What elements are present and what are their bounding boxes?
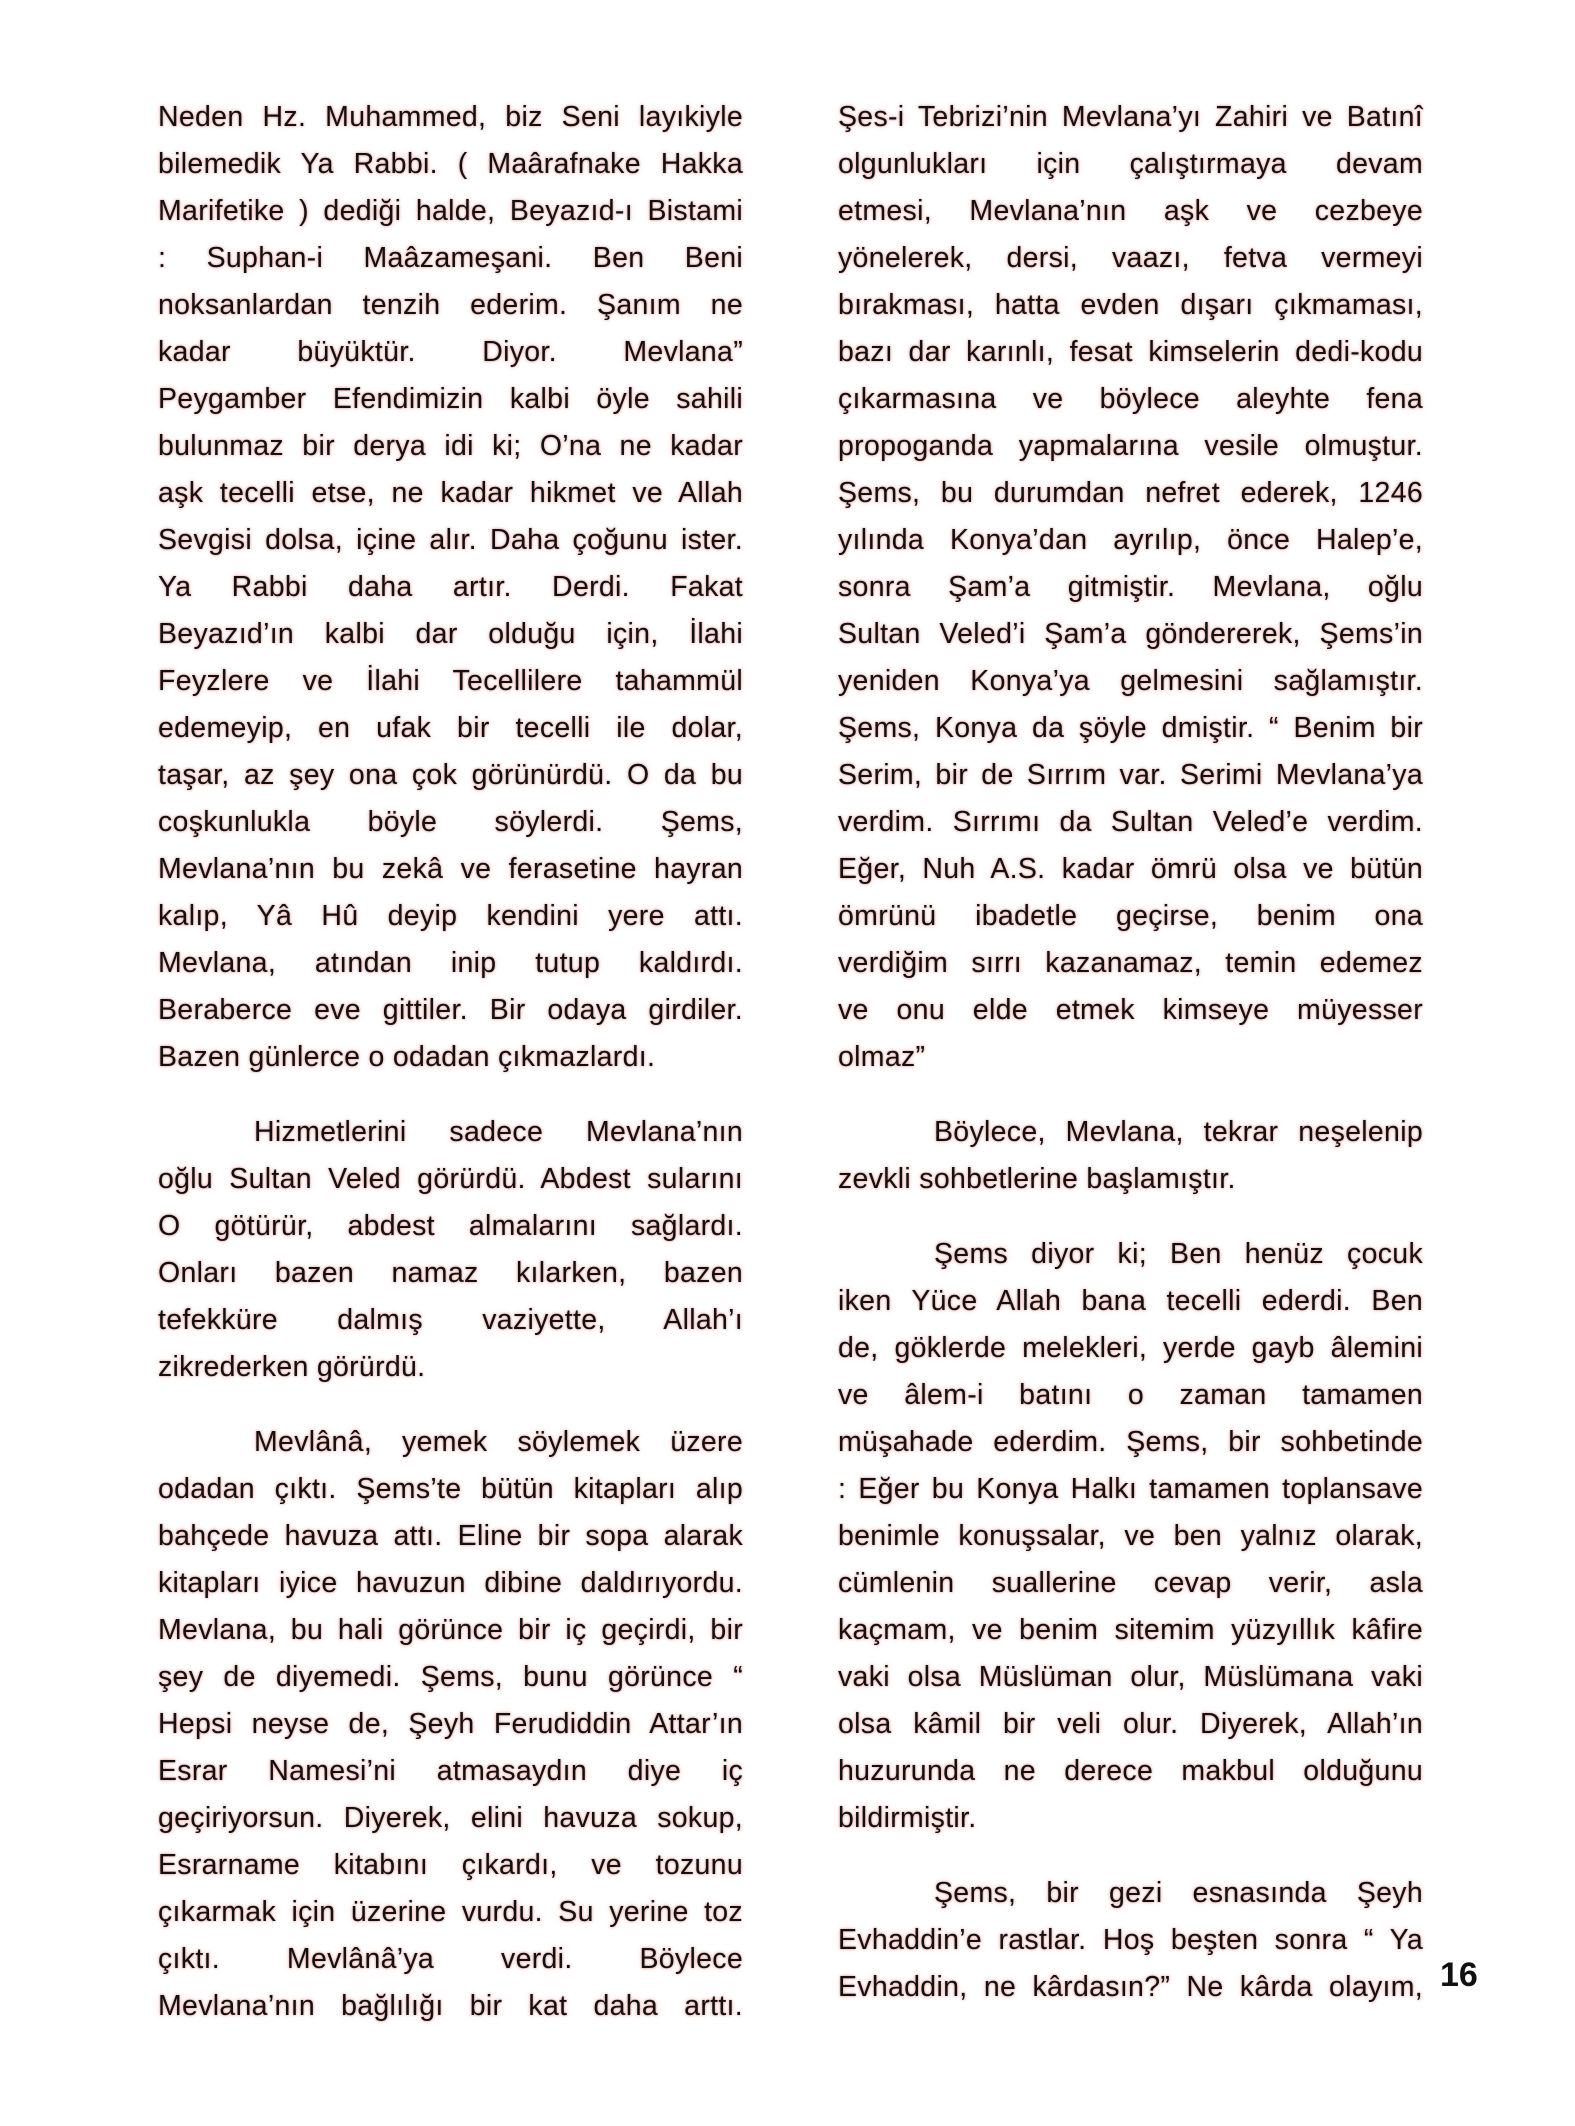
text-line: Şems, bir gezi esnasında Şeyh xyxy=(934,1877,1423,1909)
text-line: Mevlana, atından inip tutup kaldırdı. xyxy=(158,947,743,979)
text-line: Şems diyor ki; Ben henüz çocuk xyxy=(934,1238,1423,1270)
text-line: ömrünü ibadetle geçirse, benim ona xyxy=(838,900,1423,932)
text-line: bazı dar karınlı, fesat kimselerin dedi-kodu xyxy=(838,336,1423,368)
text-line: huzurunda ne derece makbul olduğunu xyxy=(838,1755,1423,1787)
text-line: bulunmaz bir derya idi ki; O’na ne kadar xyxy=(158,430,743,462)
text-line: Esrarname kitabını çıkardı, ve tozunu xyxy=(158,1849,743,1881)
text-line: de, göklerde melekleri, yerde gayb âlemini xyxy=(838,1332,1423,1364)
text-line: sonra Şam’a gitmiştir. Mevlana, oğlu xyxy=(838,571,1423,603)
paragraph xyxy=(838,1870,1423,2011)
text-line: Onları bazen namaz kılarken, bazen xyxy=(158,1257,743,1289)
text-line: Mevlana, bu hali görünce bir iç geçirdi, bir xyxy=(158,1614,743,1646)
text-line: kaçmam, ve benim sitemim yüzyıllık kâfire xyxy=(838,1614,1423,1646)
text-line: Peygamber Efendimizin kalbi öyle sahili xyxy=(158,383,743,415)
text-line: Feyzlere ve İlahi Tecellilere tahammül xyxy=(158,665,743,697)
text-line: edemeyip, en ufak bir tecelli ile dolar, xyxy=(158,712,743,744)
text-line: Evhaddin’e rastlar. Hoş beşten sonra “ Ya xyxy=(838,1924,1423,1956)
text-line: Eğer, Nuh A.S. kadar ömrü olsa ve bütün xyxy=(838,853,1423,885)
text-line: Şems, bu durumdan nefret ederek, 1246 xyxy=(838,477,1423,509)
text-line: Böylece, Mevlana, tekrar neşelenip xyxy=(934,1116,1423,1148)
paragraph-gap xyxy=(158,1081,743,1109)
paragraph-gap xyxy=(838,1081,1423,1109)
text-line: aşk tecelli etse, ne kadar hikmet ve Allah xyxy=(158,477,743,509)
page-number: 16 xyxy=(1440,1956,1478,1994)
text-line: noksanlardan tenzih ederim. Şanım ne xyxy=(158,289,743,321)
text-line: oğlu Sultan Veled görürdü. Abdest sularını xyxy=(158,1163,743,1195)
text-line: Serim, bir de Sırrım var. Serimi Mevlana’ya xyxy=(838,759,1423,791)
text-line: taşar, az şey ona çok görünürdü. O da bu xyxy=(158,759,743,791)
text-line: bahçede havuza attı. Eline bir sopa alarak xyxy=(158,1520,743,1552)
text-line: Beyazıd’ın kalbi dar olduğu için, İlahi xyxy=(158,618,743,650)
text-line: Sultan Veled’i Şam’a göndererek, Şems’in xyxy=(838,618,1423,650)
text-line: ve âlem-i batını o zaman tamamen xyxy=(838,1379,1423,1411)
text-line: geçiriyorsun. Diyerek, elini havuza sokup, xyxy=(158,1802,743,1834)
paragraph-gap xyxy=(838,1842,1423,1870)
text-line: müşahade ederdim. Şems, bir sohbetinde xyxy=(838,1426,1423,1458)
text-line: cümlenin suallerine cevap verir, asla xyxy=(838,1567,1423,1599)
text-line: ve onu elde etmek kimseye müyesser xyxy=(838,994,1423,1026)
paragraph xyxy=(158,94,743,1081)
paragraph-gap xyxy=(158,1391,743,1419)
text-line: etmesi, Mevlana’nın aşk ve cezbeye xyxy=(838,195,1423,227)
text-line: Beraberce eve gittiler. Bir odaya girdiler. xyxy=(158,994,743,1026)
text-line: Esrar Namesi’ni atmasaydın diye iç xyxy=(158,1755,743,1787)
text-line: olsa kâmil bir veli olur. Diyerek, Allah’ın xyxy=(838,1708,1423,1740)
text-line: zikrederken görürdü. xyxy=(158,1351,426,1383)
text-line: yeniden Konya’ya gelmesini sağlamıştır. xyxy=(838,665,1423,697)
paragraph-gap xyxy=(838,1203,1423,1231)
text-line: propoganda yapmalarına vesile olmuştur. xyxy=(838,430,1423,462)
text-line: kadar büyüktür. Diyor. Mevlana” xyxy=(158,336,743,368)
text-line: benimle konuşsalar, ve ben yalnız olarak, xyxy=(838,1520,1423,1552)
text-line: Ya Rabbi daha artır. Derdi. Fakat xyxy=(158,571,743,603)
text-line: Mevlana’nın bağlılığı bir kat daha arttı. xyxy=(158,1990,743,2022)
text-line: vaki olsa Müslüman olur, Müslümana vaki xyxy=(838,1661,1423,1693)
text-line: verdiğim sırrı kazanamaz, temin edemez xyxy=(838,947,1423,979)
paragraph xyxy=(838,1109,1423,1203)
paragraph xyxy=(158,1109,743,1391)
text-line: zevkli sohbetlerine başlamıştır. xyxy=(838,1163,1236,1195)
text-line: Neden Hz. Muhammed, biz Seni layıkiyle xyxy=(158,101,743,133)
text-line: kalıp, Yâ Hû deyip kendini yere attı. xyxy=(158,900,743,932)
text-line: yılında Konya’dan ayrılıp, önce Halep’e, xyxy=(838,524,1423,556)
text-line: Bazen günlerce o odadan çıkmazlardı. xyxy=(158,1041,656,1073)
text-line: O götürür, abdest almalarını sağlardı. xyxy=(158,1210,743,1242)
text-line: : Suphan-i Maâzameşani. Ben Beni xyxy=(158,242,743,274)
text-line: şey de diyemedi. Şems, bunu görünce “ xyxy=(158,1661,743,1693)
text-line: Marifetike ) dediği halde, Beyazıd-ı Bistami xyxy=(158,195,743,227)
text-line: iken Yüce Allah bana tecelli ederdi. Ben xyxy=(838,1285,1423,1317)
text-line: Sevgisi dolsa, içine alır. Daha çoğunu ister. xyxy=(158,524,743,556)
paragraph xyxy=(838,1231,1423,1842)
text-line: çıktı. Mevlânâ’ya verdi. Böylece xyxy=(158,1943,743,1975)
paragraph xyxy=(158,1419,743,2030)
text-line: : Eğer bu Konya Halkı tamamen toplansave xyxy=(838,1473,1423,1505)
text-line: odadan çıktı. Şems’te bütün kitapları alıp xyxy=(158,1473,743,1505)
text-line: coşkunlukla böyle söylerdi. Şems, xyxy=(158,806,743,838)
paragraph xyxy=(838,94,1423,1081)
text-line: Hizmetlerini sadece Mevlana’nın xyxy=(254,1116,743,1148)
text-line: Şems, Konya da şöyle dmiştir. “ Benim bir xyxy=(838,712,1423,744)
text-line: verdim. Sırrımı da Sultan Veled’e verdim. xyxy=(838,806,1423,838)
text-line: tefekküre dalmış vaziyette, Allah’ı xyxy=(158,1304,743,1336)
text-line: çıkarmasına ve böylece aleyhte fena xyxy=(838,383,1423,415)
text-line: Mevlânâ, yemek söylemek üzere xyxy=(254,1426,743,1458)
text-line: Hepsi neyse de, Şeyh Ferudiddin Attar’ın xyxy=(158,1708,743,1740)
right-column xyxy=(838,94,1423,2011)
text-line: yönelerek, dersi, vaazı, fetva vermeyi xyxy=(838,242,1423,274)
text-line: olgunlukları için çalıştırmaya devam xyxy=(838,148,1423,180)
text-line: Şes-i Tebrizi’nin Mevlana’yı Zahiri ve Batınî xyxy=(838,101,1423,133)
text-line: olmaz” xyxy=(838,1041,926,1073)
left-column xyxy=(158,94,743,2030)
text-line: bilemedik Ya Rabbi. ( Maârafnake Hakka xyxy=(158,148,743,180)
text-line: kitapları iyice havuzun dibine daldırıyordu. xyxy=(158,1567,743,1599)
text-line: bildirmiştir. xyxy=(838,1802,977,1834)
text-line: Mevlana’nın bu zekâ ve ferasetine hayran xyxy=(158,853,743,885)
text-line: çıkarmak için üzerine vurdu. Su yerine toz xyxy=(158,1896,743,1928)
text-line: bırakması, hatta evden dışarı çıkmaması, xyxy=(838,289,1423,321)
text-line: Evhaddin, ne kârdasın?” Ne kârda olayım, xyxy=(838,1971,1423,2003)
